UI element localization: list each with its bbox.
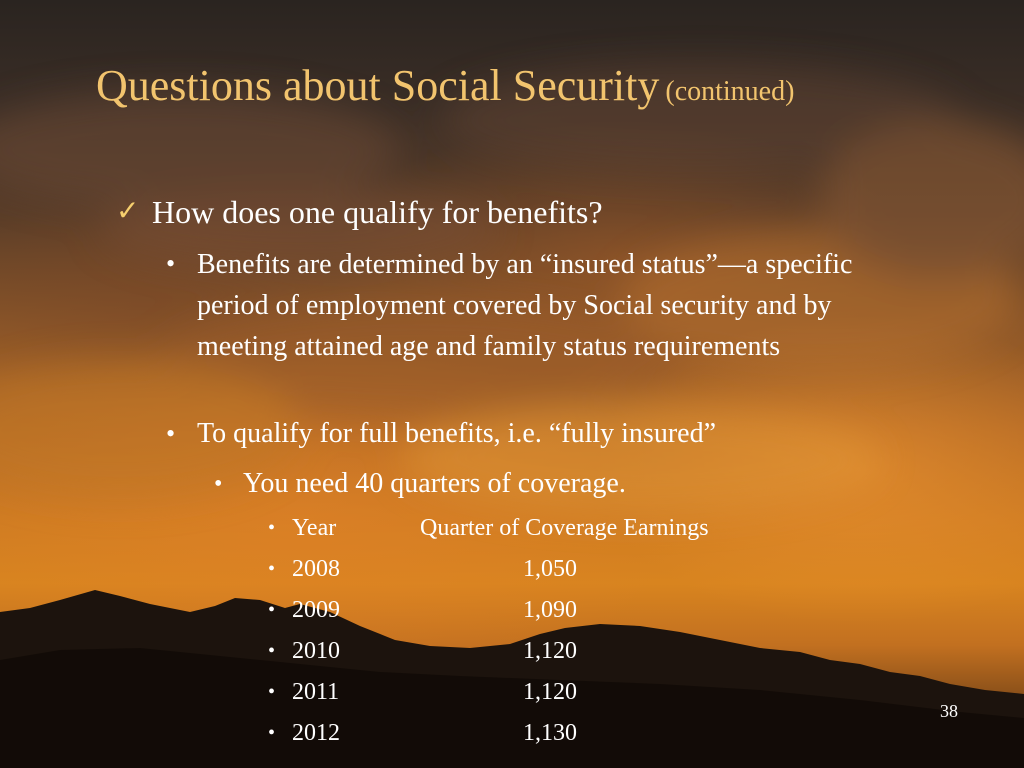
bullet-icon: •: [268, 517, 276, 539]
table-row-year: 2012: [292, 720, 340, 746]
slide-title: [96, 58, 794, 120]
table-row-year: 2011: [292, 679, 340, 705]
table-row-year: 2010: [292, 638, 340, 664]
bullet-icon: •: [268, 640, 276, 662]
table-row-earnings: 1,090: [523, 597, 577, 623]
fully-insured-point: To qualify for full benefits, i.e. “fully insured”: [197, 418, 716, 449]
bullet-icon: •: [268, 599, 276, 621]
quarters-subpoint: You need 40 quarters of coverage.: [243, 468, 626, 499]
table-row-year: 2009: [292, 597, 340, 623]
table-row-earnings: 1,120: [523, 679, 577, 705]
title-suffix: (continued): [665, 76, 795, 107]
bullet-icon: •: [166, 419, 176, 448]
table-row-earnings: 1,120: [523, 638, 577, 664]
question-heading: How does one qualify for benefits?: [152, 194, 603, 230]
table-header-earnings: Quarter of Coverage Earnings: [420, 515, 709, 541]
bullet-icon: •: [268, 722, 276, 744]
checkmark-icon: ✓: [116, 194, 140, 227]
table-header-year: Year: [292, 515, 337, 541]
benefits-point: Benefits are determined by an “insured status”—a specific period of employment covered by Social security and by meeting attained age and family status requirements: [197, 249, 853, 362]
bullet-icon: •: [268, 681, 276, 703]
bullet-icon: •: [214, 471, 223, 497]
title-main: Questions about Social Security: [96, 61, 660, 110]
page-number: 38: [940, 701, 958, 721]
bullet-icon: •: [166, 249, 176, 278]
table-row-earnings: 1,050: [523, 556, 577, 582]
table-row-earnings: 1,130: [523, 720, 577, 746]
bullet-icon: •: [268, 558, 276, 580]
table-row-year: 2008: [292, 556, 340, 582]
